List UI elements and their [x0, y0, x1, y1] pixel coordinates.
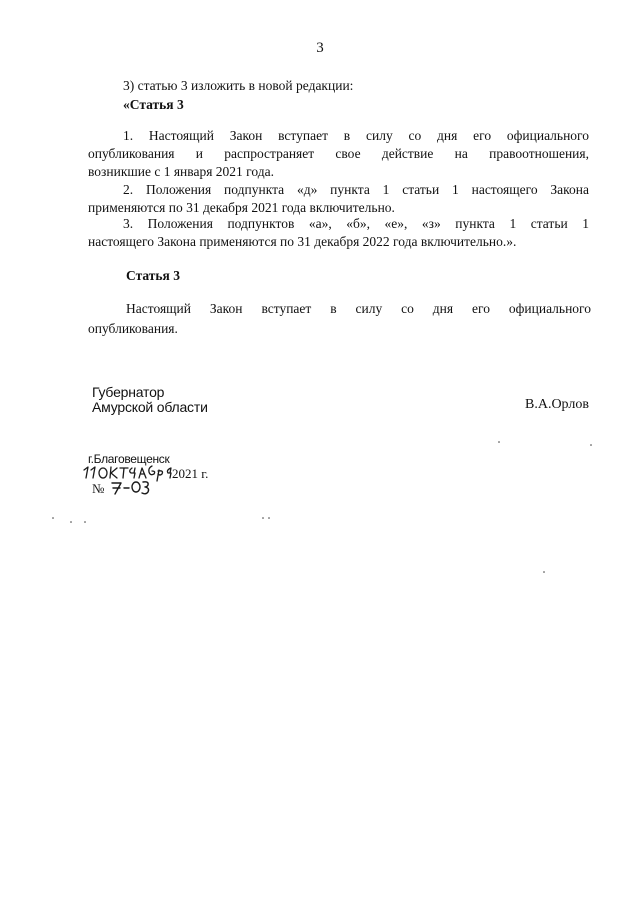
- article-text-line2: опубликования.: [88, 321, 178, 336]
- scan-speck: [590, 444, 592, 446]
- signing-year: 2021 г.: [172, 466, 209, 481]
- intro-line: 3) статью 3 изложить в новой редакции:: [123, 78, 354, 93]
- scan-speck: [52, 517, 54, 519]
- scan-speck: [543, 571, 545, 573]
- signatory-title: [92, 385, 208, 415]
- scan-speck: [84, 521, 86, 523]
- article-text-line1: Настоящий Закон вступает в силу со дня его официального: [126, 301, 591, 316]
- signatory-title-line2: Амурской области: [92, 399, 208, 415]
- law-number-prefix: №: [92, 481, 105, 496]
- item2-line1: 2. Положения подпункта «д» пункта 1 статьи 1 настоящего Закона: [123, 182, 589, 197]
- item1-line3: возникшие с 1 января 2021 года.: [88, 164, 274, 179]
- signatory-title-line1: Губернатор: [92, 384, 165, 400]
- item1-line2: опубликования и распространяет свое действие на правоотношения,: [88, 146, 589, 161]
- signing-city: г.Благовещенск: [88, 452, 170, 466]
- handwritten-law-number: [110, 478, 154, 501]
- scan-speck: [70, 521, 72, 523]
- quoted-article-heading: «Статья 3: [123, 97, 184, 112]
- handwritten-number-graphic: [110, 478, 154, 496]
- signatory-name: В.А.Орлов: [525, 397, 589, 412]
- item3-line2: настоящего Закона применяются по 31 декабря 2022 года включительно.».: [88, 234, 517, 249]
- item2-line2: применяются по 31 декабря 2021 года включительно.: [88, 200, 395, 215]
- scan-speck: [498, 441, 500, 443]
- article-heading: Статья 3: [126, 268, 180, 283]
- scan-speck: [262, 517, 264, 519]
- item3-line1: 3. Положения подпунктов «а», «б», «е», «з» пункта 1 статьи 1: [123, 216, 589, 231]
- scan-speck: [268, 517, 270, 519]
- page-number: 3: [316, 40, 324, 56]
- item1-line1: 1. Настоящий Закон вступает в силу со дня его официального: [123, 128, 589, 143]
